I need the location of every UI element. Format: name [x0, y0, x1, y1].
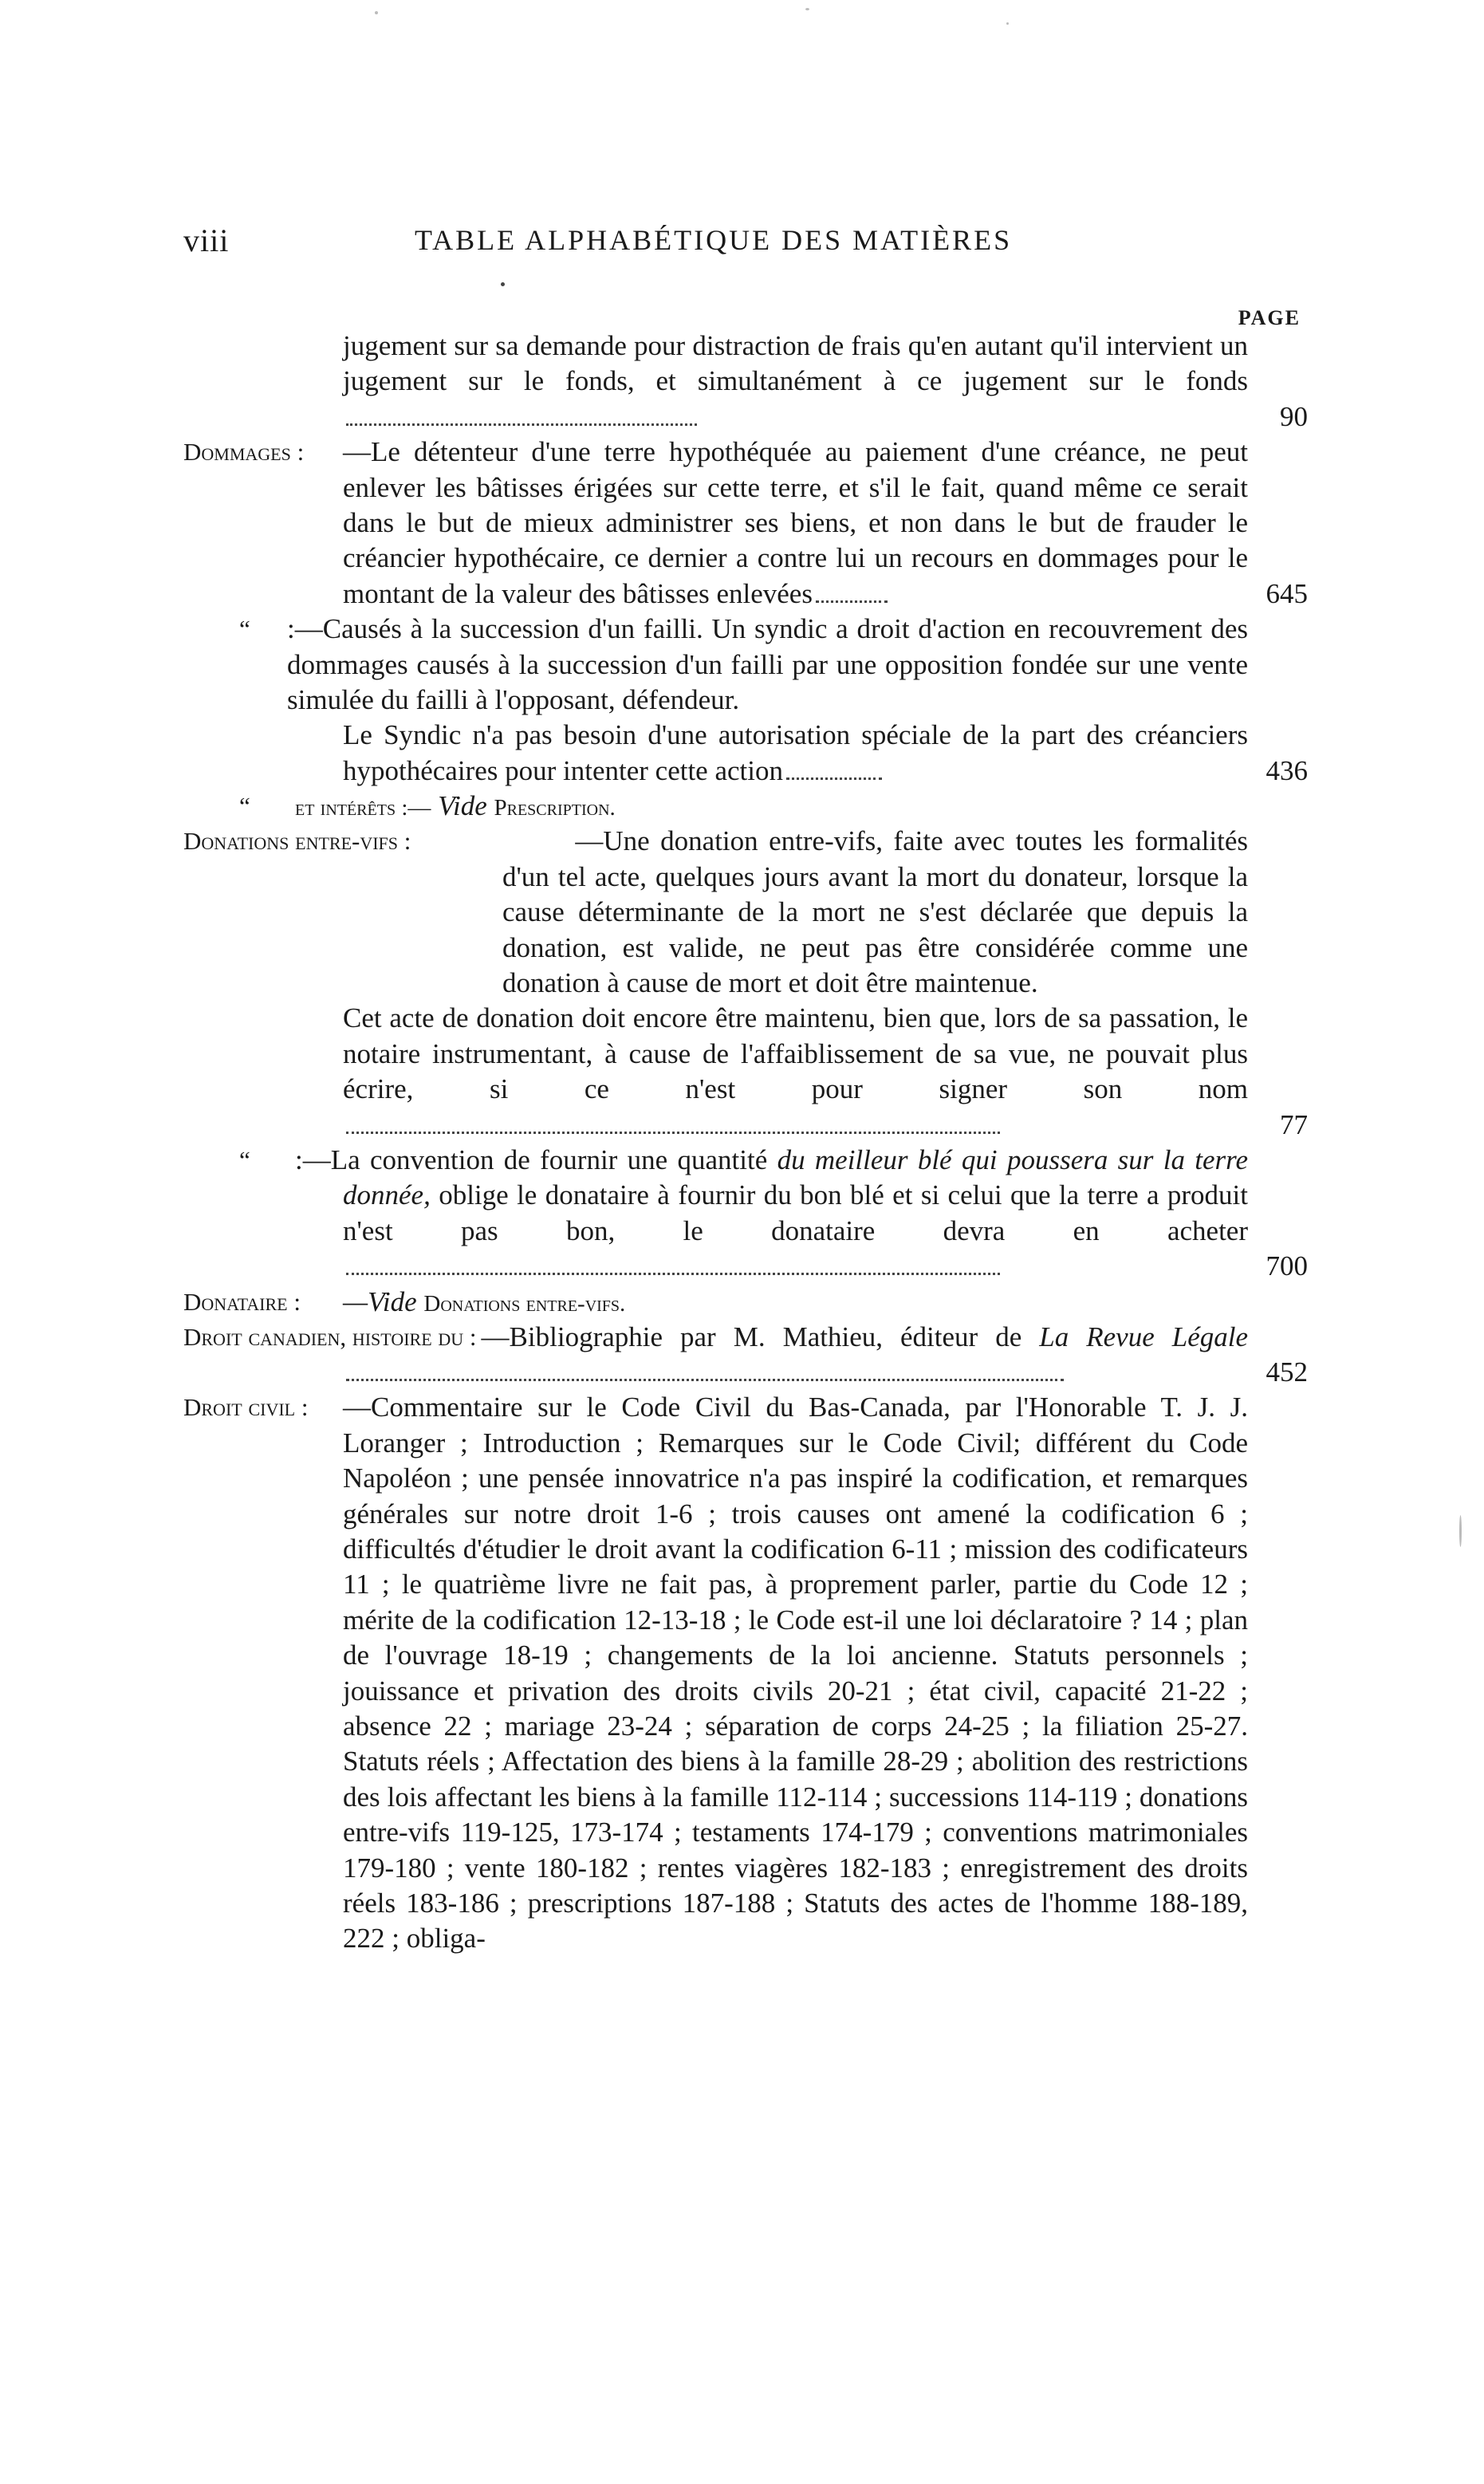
index-body — [183, 329, 1308, 1957]
cross-reference-vide: Vide — [438, 790, 487, 822]
index-entry — [183, 329, 1308, 435]
page-reference: 700 — [1266, 1250, 1308, 1282]
dot-leader — [816, 600, 888, 603]
index-entry — [183, 1390, 1308, 1957]
cross-reference-target: Donations entre-vifs. — [423, 1290, 626, 1317]
entry-heading: Donataire : — [183, 1287, 301, 1316]
ditto-mark: “ — [239, 615, 250, 644]
page-header — [183, 222, 1308, 270]
entry-text: —Commentaire sur le Code Civil du Bas-Canada, par l'Honorable T. J. J. Loranger ; Introduction ; Remarques sur le Code Civil; différent du Code Napoléon ; une pensée innovatrice n'a pas inspiré la codification, et remarques générales sur notre droit 1-6 ; trois causes ont amené la codification 6 ; difficultés d'étudier le droit avant la codification 6-11 ; mission des codificateurs 11 ; le quatrième livre ne fait pas, à proprement parler, partie du Code 12 ; mérite de la codification 12-13-18 ; le Code est-il une loi déclaratoire ? 14 ; plan de l'ouvrage 18-19 ; changements de la loi ancienne. Statuts personnels ; jouissance et privation des droits civils 20-21 ; état civil, capacité 21-22 ; absence 22 ; mariage 23-24 ; séparation de corps 24-25 ; la filiation 25-27. Statuts réels ; Affectation des biens à la famille 28-29 ; abolition des restrictions des lois affectant les biens à la famille 112-114 ; successions 114-119 ; donations entre-vifs 119-125, 173-174 ; testaments 174-179 ; conventions matrimoniales 179-180 ; vente 180-182 ; rentes viagères 182-183 ; enregistrement des droits réels 183-186 ; prescriptions 187-188 ; Statuts des actes de l'homme 188-189, 222 ; obliga- — [343, 1392, 1248, 1955]
dot-leader — [786, 777, 882, 780]
cross-reference-vide: —Vide — [343, 1285, 417, 1317]
entry-heading: Droit canadien, histoire du : — [183, 1322, 477, 1351]
dot-leader — [346, 1379, 1064, 1381]
entry-text-italic: du meilleur blé qui poussera sur la terre donnée, — [343, 1144, 1248, 1211]
scan-speck — [375, 11, 378, 14]
page-reference: 645 — [1266, 577, 1308, 609]
page-reference: 90 — [1280, 400, 1308, 432]
entry-text-italic: La Revue Légale — [1039, 1321, 1249, 1352]
index-entry — [183, 1285, 1308, 1320]
page-column-label: PAGE — [1238, 306, 1301, 329]
entry-text: :—La convention de fournir une quantité — [295, 1144, 777, 1175]
dot-leader — [346, 1273, 1000, 1275]
entry-text: jugement sur sa demande pour distraction de frais qu'en autant qu'il intervient un jugement sur le fonds, et simultanément à ce jugement sur le fonds — [343, 330, 1248, 397]
page-reference: 77 — [1280, 1108, 1308, 1140]
index-entry — [183, 1143, 1308, 1285]
entry-text: :—Causés à la succession d'un failli. Un syndic a droit d'action en recouvrement des dommages causés à la succession d'un failli par une opposition fondée sur une vente simulée du failli à l'opposant, défendeur. — [287, 613, 1248, 716]
index-entry — [183, 1320, 1308, 1391]
dot-leader — [346, 423, 697, 426]
dot-leader — [346, 1132, 1000, 1134]
page-reference: 436 — [1266, 754, 1308, 786]
entry-text: Le Syndic n'a pas besoin d'une autorisation spéciale de la part des créanciers hypothécaires pour intenter cette action — [343, 719, 1248, 786]
scan-speck — [1006, 22, 1009, 25]
entry-heading: Donations entre-vifs : — [183, 827, 411, 856]
page-reference: 452 — [1266, 1356, 1308, 1388]
entry-text: —Une donation entre-vifs, faite avec toutes les formalités d'un tel acte, quelques jours avant la mort du donateur, lorsque la cause déterminante de la mort ne s'est déclarée que depuis la donation, est valide, ne peut pas être considérée comme une donation à cause de mort et doit être maintenue. — [502, 825, 1248, 998]
entry-text: —Bibliographie par M. Mathieu, éditeur de — [481, 1321, 1040, 1352]
ditto-mark: “ — [239, 1145, 250, 1174]
index-entry — [183, 824, 1308, 1001]
entry-heading: Dommages : — [183, 438, 305, 466]
index-entry — [183, 435, 1308, 612]
entry-text: —Le détenteur d'une terre hypothéquée au paiement d'une créance, ne peut enlever les bâtisses érigées sur cette terre, et s'il le fait, quand même ce serait dans le but de mieux administrer ses biens, et non dans le but de frauder le créancier hypothécaire, ce dernier a contre lui un recours en dommages pour le montant de la valeur des bâtisses enlevées — [343, 436, 1248, 609]
scan-speck — [501, 282, 505, 286]
index-entry — [183, 789, 1308, 824]
entry-subheading: et intérêts :— — [295, 795, 431, 821]
entry-text: oblige le donataire à fournir du bon blé et si celui que la terre a produit n'est pas bon, le donataire devra en acheter — [343, 1179, 1248, 1246]
scan-speck — [805, 8, 809, 10]
index-entry — [183, 1001, 1308, 1143]
entry-heading: Droit civil : — [183, 1393, 309, 1422]
scan-speck — [1459, 1515, 1462, 1547]
entry-text: Cet acte de donation doit encore être maintenu, bien que, lors de sa passation, le notaire instrumentant, à cause de l'affaiblissement de sa vue, ne pouvait plus écrire, si ce n'est pour signer son nom — [343, 1002, 1248, 1105]
index-entry — [183, 612, 1308, 718]
running-head: TABLE ALPHABÉTIQUE DES MATIÈRES — [415, 224, 1013, 256]
ditto-mark: “ — [239, 792, 250, 821]
cross-reference-target: Prescription. — [494, 795, 616, 821]
index-entry — [183, 718, 1308, 789]
page-number: viii — [183, 222, 230, 258]
